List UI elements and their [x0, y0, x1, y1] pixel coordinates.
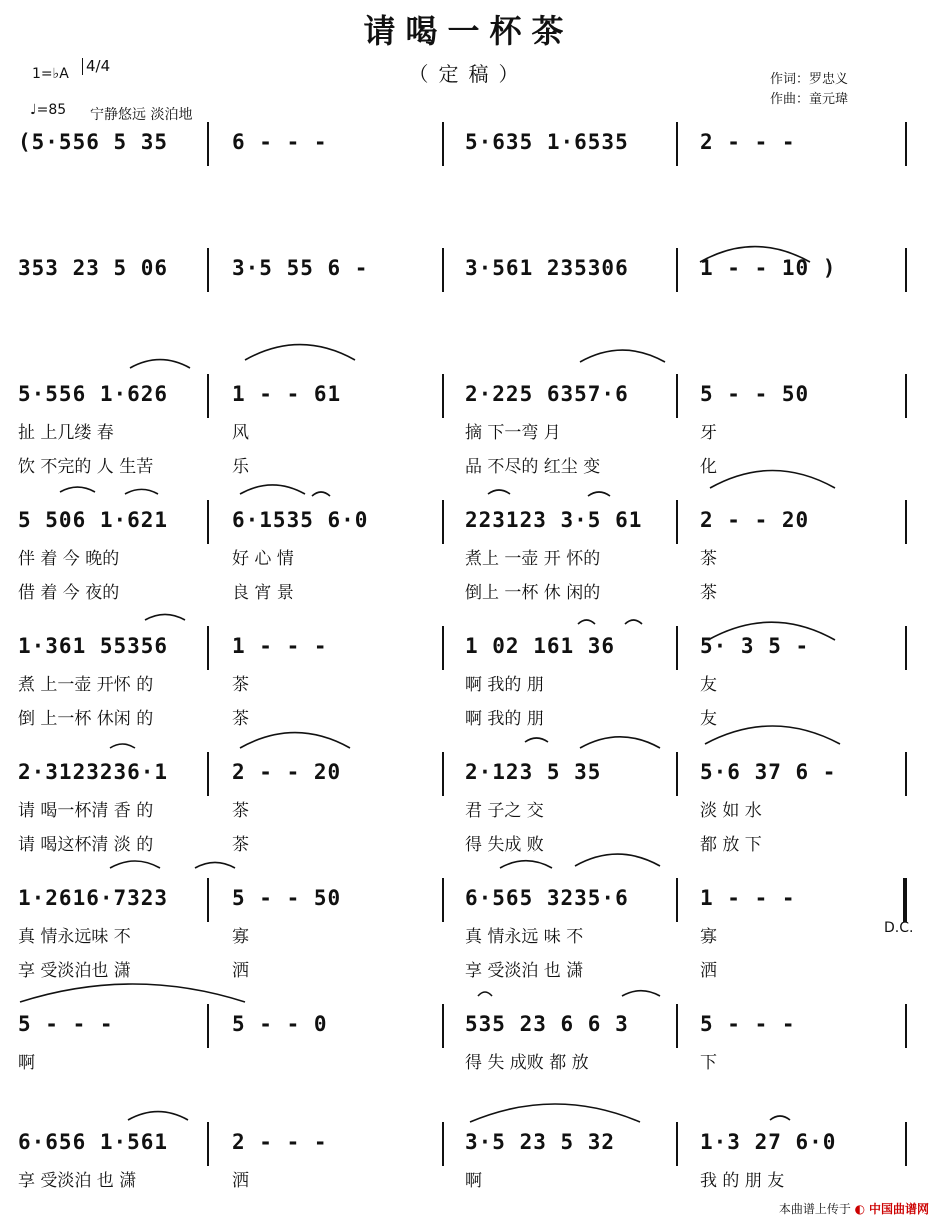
lyric-line-2: 都 放 下	[700, 835, 762, 855]
slur-arc	[622, 991, 660, 996]
measure-notes: 6 - - -	[232, 130, 328, 154]
lyric-line-2: 借 着 今 夜的	[18, 583, 120, 603]
footer-brand: 中国曲谱网	[868, 1202, 929, 1216]
lyric-line-1: 啊 我的 朋	[465, 675, 544, 695]
bar-line	[207, 1122, 209, 1166]
lyric-line-2: 啊 我的 朋	[465, 709, 544, 729]
lyric-line-1: 茶	[700, 549, 717, 569]
slur-arc	[770, 1116, 790, 1120]
lyric-line-2: 享 受淡泊 也 潇	[465, 961, 584, 981]
measure-notes: 5 - - -	[18, 1012, 114, 1036]
bar-line	[676, 1122, 678, 1166]
measure-notes: 2·225 6357·6	[465, 382, 629, 406]
measure-notes: 2 - - -	[700, 130, 796, 154]
bar-line	[442, 1004, 444, 1048]
measure-notes: 2·3123236·1	[18, 760, 169, 784]
lyric-line-1: 请 喝一杯清 香 的	[18, 801, 154, 821]
lyric-line-1: 啊	[18, 1053, 35, 1073]
bar-line	[442, 1122, 444, 1166]
lyric-line-1: 煮上 一壶 开 怀的	[465, 549, 601, 569]
measure-notes: 535 23 6 6 3	[465, 1012, 629, 1036]
footer-text: 本曲谱上传于	[778, 1202, 851, 1216]
bar-line	[676, 752, 678, 796]
lyric-line-2: 乐	[232, 457, 249, 477]
lyric-line-2: 化	[700, 457, 717, 477]
expression-mark: 宁静悠远 淡泊地	[90, 107, 193, 123]
lyric-line-1: 牙	[700, 423, 717, 443]
lyric-line-1: 茶	[232, 801, 249, 821]
bar-line	[676, 500, 678, 544]
lyric-line-2: 茶	[700, 583, 717, 603]
lyric-line-1: 扯 上几缕 春	[18, 423, 114, 443]
bar-line	[442, 122, 444, 166]
slur-arc	[130, 360, 190, 368]
slur-arc	[125, 489, 158, 494]
bar-line	[442, 752, 444, 796]
lyric-line-2: 倒上 一杯 休 闲的	[465, 583, 601, 603]
bar-line	[207, 1004, 209, 1048]
measure-notes: 2 - - 20	[700, 508, 810, 532]
bar-line	[676, 122, 678, 166]
lyric-line-1: 好 心 情	[232, 549, 294, 569]
slur-arc	[588, 492, 610, 496]
slur-arc	[580, 737, 660, 748]
bar-line	[905, 1004, 907, 1048]
slur-arc	[20, 984, 245, 1002]
lyric-line-1: 君 子之 交	[465, 801, 544, 821]
measure-notes: 1·3 27 6·0	[700, 1130, 837, 1154]
bar-line	[442, 374, 444, 418]
measure-notes: 223123 3·5 61	[465, 508, 643, 532]
measure-notes: 5·6 37 6 -	[700, 760, 837, 784]
slur-arc	[578, 620, 595, 624]
lyric-line-1: 淡 如 水	[700, 801, 762, 821]
slur-arc	[525, 738, 548, 742]
measure-notes: 1 02 161 36	[465, 634, 616, 658]
tempo-mark: ♩=85	[30, 102, 67, 118]
measure-notes: 1 - - 61	[232, 382, 342, 406]
bar-line	[442, 878, 444, 922]
lyric-line-1: 真 情永远味 不	[18, 927, 131, 947]
bar-line	[903, 878, 907, 922]
bar-line	[207, 122, 209, 166]
measure-notes: 5·635 1·6535	[465, 130, 629, 154]
bar-line	[676, 374, 678, 418]
bar-line	[905, 248, 907, 292]
measure-notes: 2·123 5 35	[465, 760, 602, 784]
lyric-line-1: 啊	[465, 1171, 482, 1191]
bar-line	[905, 122, 907, 166]
lyric-line-1: 我 的 朋 友	[700, 1171, 785, 1191]
time-signature: 4/4	[82, 58, 110, 75]
page-subtitle: （定稿）	[408, 62, 529, 86]
lyricist-credit: 作词：罗忠义	[770, 72, 849, 87]
slur-arc	[128, 1112, 188, 1120]
slur-arc	[478, 992, 492, 996]
bar-line	[207, 878, 209, 922]
da-capo-mark: D.C.	[884, 920, 914, 936]
composer-credit: 作曲：童元瑋	[770, 92, 849, 107]
measure-notes: 3·5 23 5 32	[465, 1130, 616, 1154]
measure-notes: 1 - - -	[700, 886, 796, 910]
slur-arc	[575, 854, 660, 866]
bar-line	[207, 752, 209, 796]
slur-arc	[145, 614, 185, 620]
measure-notes: (5·556 5 35	[18, 130, 169, 154]
measure-notes: 5 - - 0	[232, 1012, 328, 1036]
measure-notes: 1·2616·7323	[18, 886, 169, 910]
footer	[779, 1200, 929, 1217]
measure-notes: 5 - - 50	[232, 886, 342, 910]
slur-arc	[110, 744, 135, 748]
lyric-line-2: 得 失成 败	[465, 835, 544, 855]
lyric-line-1: 摘 下一弯 月	[465, 423, 561, 443]
slur-arc	[710, 471, 835, 489]
slur-arc	[488, 490, 510, 494]
measure-notes: 1·361 55356	[18, 634, 169, 658]
measure-notes: 1 - - 10 )	[700, 256, 837, 280]
measure-notes: 5· 3 5 -	[700, 634, 810, 658]
bar-line	[207, 374, 209, 418]
measure-notes: 1 - - -	[232, 634, 328, 658]
measure-notes: 3·561 235306	[465, 256, 629, 280]
lyric-line-1: 寡	[700, 927, 717, 947]
lyric-line-2: 享 受淡泊也 潇	[18, 961, 131, 981]
slur-arc	[245, 345, 355, 360]
bar-line	[905, 374, 907, 418]
slur-arc	[500, 861, 552, 868]
lyric-line-1: 洒	[232, 1171, 249, 1191]
lyric-line-1: 伴 着 今 晚的	[18, 549, 120, 569]
measure-notes: 2 - - -	[232, 1130, 328, 1154]
lyric-line-1: 真 情永远 味 不	[465, 927, 584, 947]
slur-arc	[110, 861, 160, 868]
bar-line	[676, 878, 678, 922]
bar-line	[676, 1004, 678, 1048]
bar-line	[905, 752, 907, 796]
measure-notes: 5 - - 50	[700, 382, 810, 406]
lyric-line-1: 享 受淡泊 也 潇	[18, 1171, 137, 1191]
measure-notes: 5 - - -	[700, 1012, 796, 1036]
lyric-line-1: 风	[232, 423, 249, 443]
bar-line	[905, 500, 907, 544]
bar-line	[207, 248, 209, 292]
bar-line	[207, 500, 209, 544]
bar-line	[676, 248, 678, 292]
bar-line	[442, 500, 444, 544]
lyric-line-1: 煮 上一壶 开怀 的	[18, 675, 154, 695]
lyric-line-1: 下	[700, 1053, 717, 1073]
bar-line	[905, 626, 907, 670]
lyric-line-2: 洒	[232, 961, 249, 981]
bar-line	[442, 626, 444, 670]
lyric-line-2: 良 宵 景	[232, 583, 294, 603]
slur-arc	[240, 733, 350, 748]
lyric-line-1: 得 失 成败 都 放	[465, 1053, 589, 1073]
bar-line	[905, 1122, 907, 1166]
logo-icon: ◐	[854, 1202, 866, 1216]
lyric-line-2: 洒	[700, 961, 717, 981]
lyric-line-2: 茶	[232, 709, 249, 729]
lyric-line-2: 友	[700, 709, 717, 729]
bar-line	[442, 248, 444, 292]
measure-notes: 5·556 1·626	[18, 382, 169, 406]
page-title: 请喝一杯茶	[363, 12, 574, 50]
measure-notes: 353 23 5 06	[18, 256, 169, 280]
lyric-line-2: 品 不尽的 红尘 变	[465, 457, 601, 477]
bar-line	[207, 626, 209, 670]
slur-arc	[60, 487, 95, 492]
measure-notes: 6·565 3235·6	[465, 886, 629, 910]
lyric-line-1: 茶	[232, 675, 249, 695]
measure-notes: 6·656 1·561	[18, 1130, 169, 1154]
slur-arc	[240, 485, 305, 494]
measure-notes: 5 506 1·621	[18, 508, 169, 532]
slur-arc	[580, 350, 665, 362]
slur-arc	[470, 1104, 640, 1122]
bar-line	[676, 626, 678, 670]
measure-notes: 3·5 55 6 -	[232, 256, 369, 280]
slur-arc	[705, 726, 840, 744]
lyric-line-1: 友	[700, 675, 717, 695]
measure-notes: 2 - - 20	[232, 760, 342, 784]
lyric-line-1: 寡	[232, 927, 249, 947]
slur-arc	[195, 862, 235, 868]
lyric-line-2: 饮 不完的 人 生苦	[18, 457, 154, 477]
key-signature: 1=♭A	[32, 66, 69, 82]
slur-arc	[312, 492, 330, 496]
lyric-line-2: 茶	[232, 835, 249, 855]
lyric-line-2: 倒 上一杯 休闲 的	[18, 709, 154, 729]
slur-arc	[625, 620, 642, 624]
measure-notes: 6·1535 6·0	[232, 508, 369, 532]
lyric-line-2: 请 喝这杯清 淡 的	[18, 835, 154, 855]
